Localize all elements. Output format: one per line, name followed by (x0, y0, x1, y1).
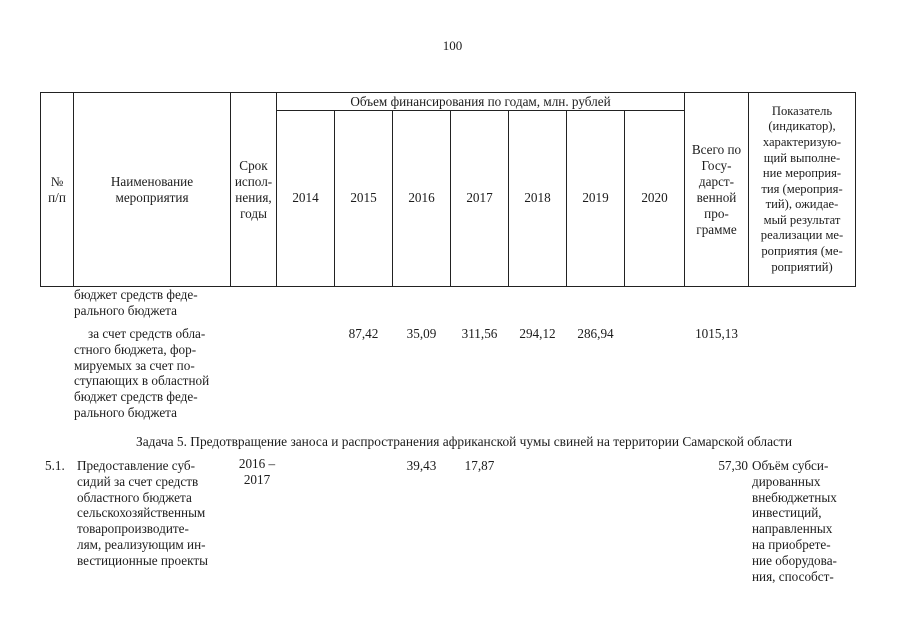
item-indicator (752, 458, 854, 584)
text-line: ния, способст- (752, 568, 834, 584)
text-line: ние оборудова- (752, 552, 837, 568)
text-line: рального бюджета (74, 404, 177, 420)
text-line: стного бюджета, фор- (74, 341, 197, 357)
value-cell: 39,43 (406, 458, 437, 473)
text-line: дированных (752, 473, 821, 489)
text-line: рального бюджета (74, 302, 177, 318)
page-number: 100 (442, 38, 463, 53)
text-line: за счет средств обла- (88, 326, 206, 341)
task-heading: Задача 5. Предотвращение заноса и распространения африканской чумы свиней на территории Самарской области (136, 434, 792, 449)
total-cell: 1015,13 (695, 326, 738, 341)
text-line: направленных (752, 521, 833, 537)
text-line: Предоставление суб- (77, 458, 196, 473)
text-line: мируемых за счет по- (74, 357, 195, 373)
text-line: бюджет средств феде- (74, 389, 198, 405)
header-total: Всего по Госу- дарст- венной про- грамме (691, 141, 742, 237)
value-cell: 35,09 (406, 326, 437, 341)
header-term: Срок испол- нения, годы (234, 157, 273, 221)
value-cell: 294,12 (519, 326, 556, 341)
item-term (232, 456, 282, 488)
text-line: сидий за счет средств (77, 473, 199, 489)
item-number: 5.1. (45, 458, 65, 473)
text-line: товаропроизводите- (77, 521, 189, 537)
header-number: № п/п (48, 173, 66, 205)
header-year: 2017 (466, 190, 493, 205)
header-year: 2019 (582, 190, 609, 205)
value-cell: 286,94 (577, 326, 614, 341)
header-year: 2016 (408, 190, 435, 205)
text-line: на приобрете- (752, 536, 831, 552)
text-line: бюджет средств феде- (74, 287, 198, 302)
text-line: инвестиций, (752, 505, 822, 521)
header-measure-name: Наименование мероприятия (110, 173, 194, 205)
continuation-text (74, 287, 229, 319)
text-line: внебюджетных (752, 489, 837, 505)
column-divider (855, 92, 856, 287)
regional-budget-text (74, 326, 230, 421)
header-year: 2015 (350, 190, 377, 205)
text-line: ступающих в областной (74, 373, 210, 389)
header-year: 2020 (641, 190, 668, 205)
text-line: 2016 – (238, 456, 276, 471)
header-indicator: Показатель (индикатор), характеризую- щий выполне- ние мероприя- тия (мероприя- тий), ожидае- мый результат реализации ме- роприятия (ме- роприятий) (760, 103, 844, 274)
text-line: Объём субси- (752, 458, 829, 473)
header-year: 2018 (524, 190, 551, 205)
item-name (77, 458, 232, 569)
header-year: 2014 (292, 190, 319, 205)
text-line: областного бюджета (77, 489, 192, 505)
text-line: сельскохозяйственным (77, 505, 206, 521)
text-line: 2017 (243, 471, 271, 487)
total-cell: 57,30 (718, 458, 748, 473)
value-cell: 311,56 (461, 326, 498, 341)
value-cell: 17,87 (464, 458, 495, 473)
header-funding-title: Объем финансирования по годам, млн. рублей (350, 93, 611, 109)
text-line: вестиционные проекты (77, 552, 208, 568)
value-cell: 87,42 (348, 326, 379, 341)
text-line: лям, реализующим ин- (77, 536, 206, 552)
